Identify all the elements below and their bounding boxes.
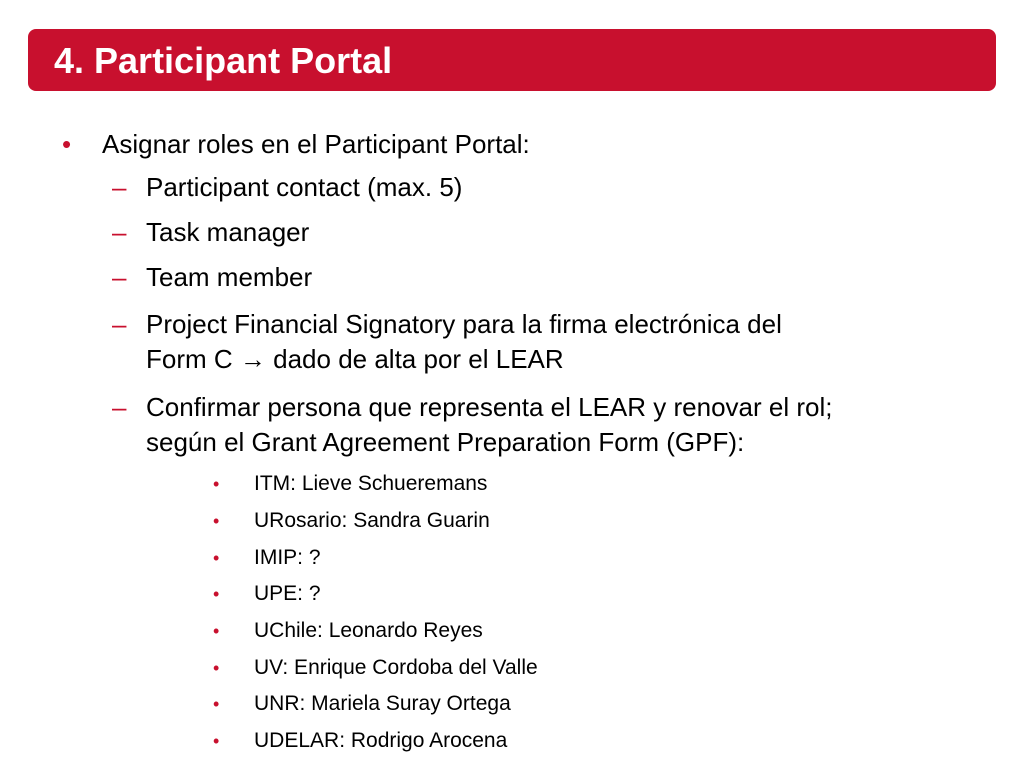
bullet-icon: • (213, 584, 220, 604)
bullet-icon: • (213, 621, 220, 641)
slide-title: 4. Participant Portal (54, 40, 393, 81)
arrow-right-icon: → (239, 344, 266, 374)
bullet-icon: • (213, 694, 220, 714)
confirm-line1: Confirmar persona que representa el LEAR y renovar el rol; (146, 392, 833, 422)
bullet-icon: • (213, 474, 220, 494)
representative-text: UPE: ? (254, 582, 321, 605)
confirm-line2: según el Grant Agreement Preparation Form (GPF): (146, 427, 745, 457)
dash-icon: – (112, 262, 127, 292)
representative-text: UDELAR: Rodrigo Arocena (254, 729, 508, 752)
role-text: Task manager (146, 217, 310, 247)
bullet-icon: • (213, 511, 220, 531)
signatory-line1: Project Financial Signatory para la firma electrónica del (146, 309, 782, 339)
bullet-icon: • (213, 548, 220, 568)
dash-icon: – (112, 172, 127, 202)
dash-icon: – (112, 392, 127, 422)
representative-text: UV: Enrique Cordoba del Valle (254, 656, 538, 679)
representative-text: UNR: Mariela Suray Ortega (254, 692, 511, 715)
dash-icon: – (112, 309, 127, 339)
bullet-icon: • (213, 731, 220, 751)
signatory-line2-prefix: Form C (146, 344, 233, 374)
bullet-icon: • (213, 658, 220, 678)
main-bullet-text: Asignar roles en el Participant Portal: (102, 129, 530, 159)
dash-icon: – (112, 217, 127, 247)
representative-text: IMIP: ? (254, 546, 321, 569)
bullet-icon: • (62, 129, 72, 159)
confirm-text (146, 390, 976, 460)
signatory-text (146, 307, 976, 377)
representative-text: UChile: Leonardo Reyes (254, 619, 483, 642)
representative-text: ITM: Lieve Schueremans (254, 472, 488, 495)
role-text: Team member (146, 262, 313, 292)
signatory-line2-suffix: dado de alta por el LEAR (273, 344, 564, 374)
representative-text: URosario: Sandra Guarin (254, 509, 490, 532)
title-bar (28, 29, 996, 91)
role-text: Participant contact (max. 5) (146, 172, 463, 202)
